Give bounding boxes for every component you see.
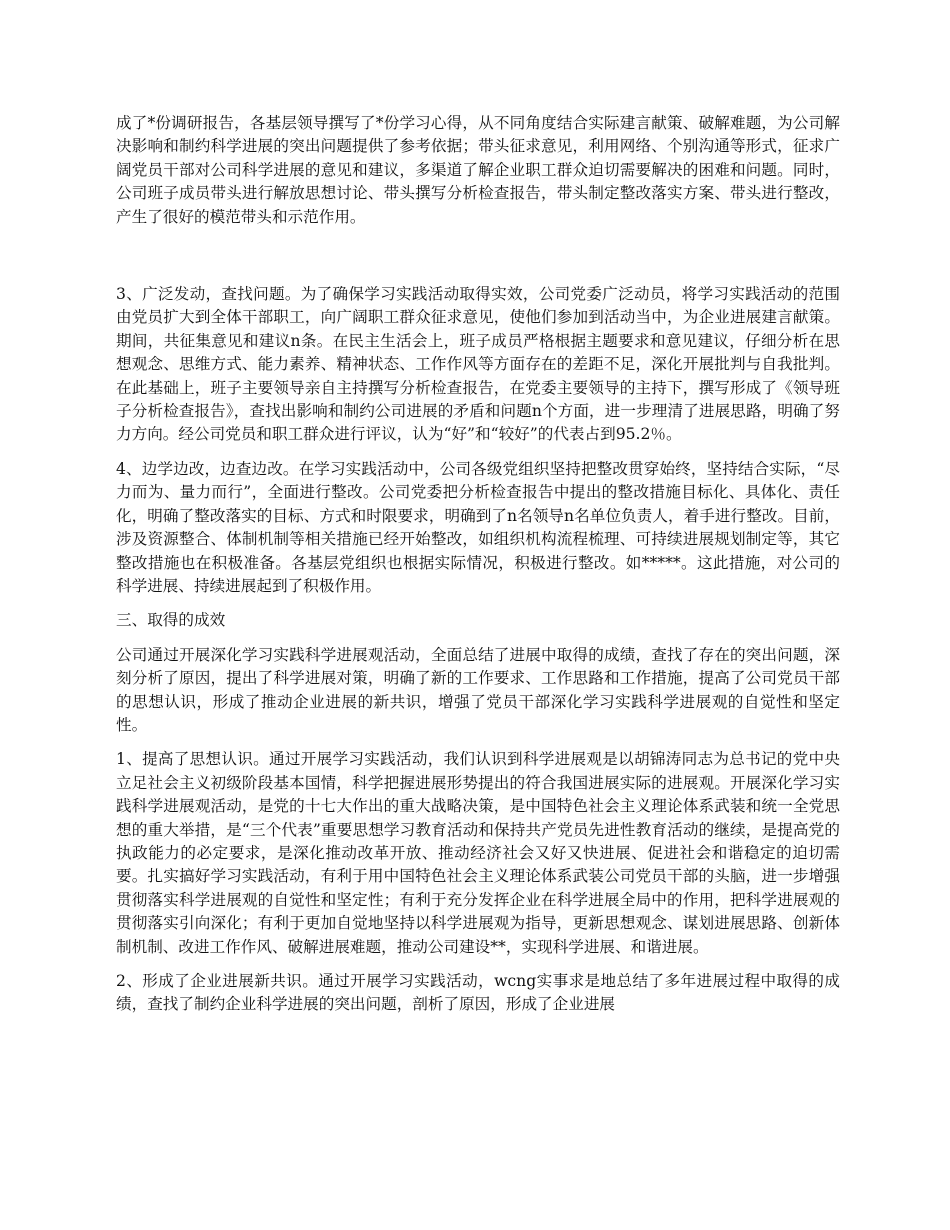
paragraph-spacer bbox=[116, 959, 840, 970]
paragraph-learn-and-rectify: 4、边学边改，边查边改。在学习实践活动中，公司各级党组织坚持把整改贯穿始终，坚持结合实际，“尽力而为、量力而行”，全面进行整改。公司党委把分析检查报告中提出的整改措施目标化、具体化、责任化，明确了整改落实的目标、方式和时限要求，明确到了n名领导n名单位负责人，着手进行整改。目前，涉及资源整合、体制机制等相关措施已经开始整改，如组织机构流程梳理、可持续进展规划制定等，其它整改措施也在积极准备。各基层党组织也根据实际情况，积极进行整改。如*****。这此措施，对公司的科学进展、持续进展起到了积极作用。 bbox=[116, 459, 840, 595]
paragraph-achievements-summary: 公司通过开展深化学习实践科学进展观活动，全面总结了进展中取得的成绩，查找了存在的突出问题，深刻分析了原因，提出了科学进展对策，明确了新的工作要求、工作思路和工作措施，提高了公司党员干部的思想认识，形成了推动企业进展的新共识，增强了党员干部深化学习实践科学进展观的自觉性和坚定性。 bbox=[116, 645, 840, 734]
paragraph-broad-mobilization: 3、广泛发动，查找问题。为了确保学习实践活动取得实效，公司党委广泛动员，将学习实践活动的范围由党员扩大到全体干部职工，向广阔职工群众征求意见，使他们参加到活动当中，为企业进展建言献策。期间，共征集意见和建议n条。在民主生活会上，班子成员严格根据主题要求和意见建议，仔细分析在思想观念、思维方式、能力素养、精神状态、工作作风等方面存在的差距不足，深化开展批判与自我批判。在此基础上，班子主要领导亲自主持撰写分析检查报告，在党委主要领导的主持下，撰写形成了《领导班子分析检查报告》，查找出影响和制约公司进展的矛盾和问题n个方面，进一步理清了进展思路，明确了努力方向。经公司党员和职工群众进行评议，认为“好”和“较好”的代表占到95.2％。 bbox=[116, 285, 840, 444]
paragraph-raised-awareness: 1、提高了思想认识。通过开展学习实践活动，我们认识到科学进展观是以胡锦涛同志为总书记的党中央立足社会主义初级阶段基本国情，科学把握进展形势提出的符合我国进展实际的进展观。开展深化学习实践科学进展观活动，是党的十七大作出的重大战略决策，是中国特色社会主义理论体系武装和统一全党思想的重大举措，是“三个代表”重要思想学习教育活动和保持共产党员先进性教育活动的继续，是提高党的执政能力的必定要求，是深化推动改革开放、推动经济社会又好又快进展、促进社会和谐稳定的迫切需要。扎实搞好学习实践活动，有利于用中国特色社会主义理论体系武装公司党员干部的头脑，进一步增强贯彻落实科学进展观的自觉性和坚定性；有利于充分发挥企业在科学进展全局中的作用，把科学进展观的贯彻落实引向深化；有利于更加自觉地坚持以科学进展观为指导，更新思想观念、谋划进展思路、创新体制机制、改进工作作风、破解进展难题，推动公司建设**，实现科学进展、和谐进展。 bbox=[116, 750, 840, 956]
paragraph-spacer bbox=[116, 598, 840, 609]
paragraph-spacer bbox=[116, 737, 840, 748]
section-heading-achievements: 三、取得的成效 bbox=[116, 611, 226, 630]
paragraph-spacer bbox=[116, 633, 840, 644]
document-page bbox=[116, 112, 840, 1017]
paragraph-research-reports: 成了*份调研报告，各基层领导撰写了*份学习心得，从不同角度结合实际建言献策、破解难题，为公司解决影响和制约科学进展的突出问题提供了参考依据；带头征求意见，利用网络、个别沟通等形式，征求广阔党员干部对公司科学进展的意见和建议，多渠道了解企业职工群众迫切需要解决的困难和问题。同时，公司班子成员带头进行解放思想讨论、带头撰写分析检查报告，带头制定整改落实方案、带头进行整改，产生了很好的模范带头和示范作用。 bbox=[116, 114, 840, 226]
paragraph-new-consensus: 2、形成了企业进展新共识。通过开展学习实践活动，wcng实事求是地总结了多年进展过程中取得的成绩，查找了制约企业科学进展的突出问题，剖析了原因，形成了企业进展 bbox=[116, 972, 840, 1014]
paragraph-spacer bbox=[116, 229, 840, 283]
paragraph-spacer bbox=[116, 447, 840, 458]
